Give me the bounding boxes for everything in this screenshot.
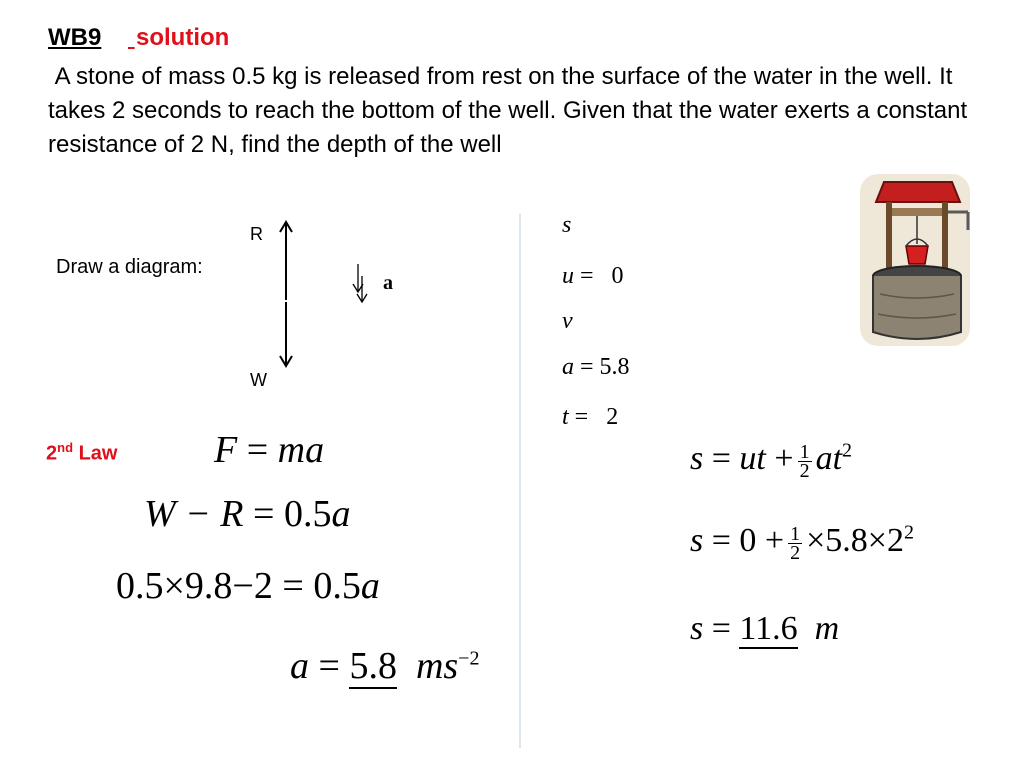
suvat-t: t = 2 [562, 404, 619, 430]
problem-statement: A stone of mass 0.5 kg is released from rest on the surface of the water in the well. It takes 2 seconds to reach the bottom of the well. Given that the water exerts a constant resistance of 2 N, find the depth of the well [48, 63, 968, 158]
equation-acceleration-result: a = 5.8 $ms^{-2}$ [290, 645, 480, 687]
equation-w-minus-r: W − R = 0.5a [144, 493, 351, 535]
weight-label: W [250, 370, 267, 390]
wishing-well-icon [856, 168, 980, 352]
second-law-label: 2nd Law [46, 440, 118, 465]
force-arrows [270, 214, 310, 374]
acceleration-arrow [350, 262, 370, 306]
suvat-v: v [562, 308, 573, 334]
column-divider [519, 214, 521, 748]
suvat-a: a = 5.8 [562, 354, 630, 380]
equation-f-ma: F = ma [214, 429, 325, 471]
acceleration-label: a [383, 272, 393, 294]
solution-label: solution [136, 24, 230, 51]
equation-suvat-substituted: s = 0 + $\frac{1}{2}$ $\times 5.8\times 2^2$ [690, 521, 914, 564]
slide-tag: WB9 [48, 24, 102, 51]
weight-arrow [280, 302, 292, 366]
equation-suvat-formula: s = ut + $\frac{1}{2}$ $at^2$ [690, 439, 853, 482]
suvat-s: s [562, 212, 572, 238]
resistance-arrow [280, 222, 292, 300]
diagram-prompt: Draw a diagram: [56, 256, 203, 278]
resistance-label: R [250, 224, 263, 244]
equation-depth-result: s = 11.6 m [690, 610, 840, 647]
equation-substitution: 0.5×9.8−2 = 0.5a [116, 565, 380, 607]
title-dash [128, 24, 135, 52]
suvat-u: u = 0 [562, 263, 624, 289]
